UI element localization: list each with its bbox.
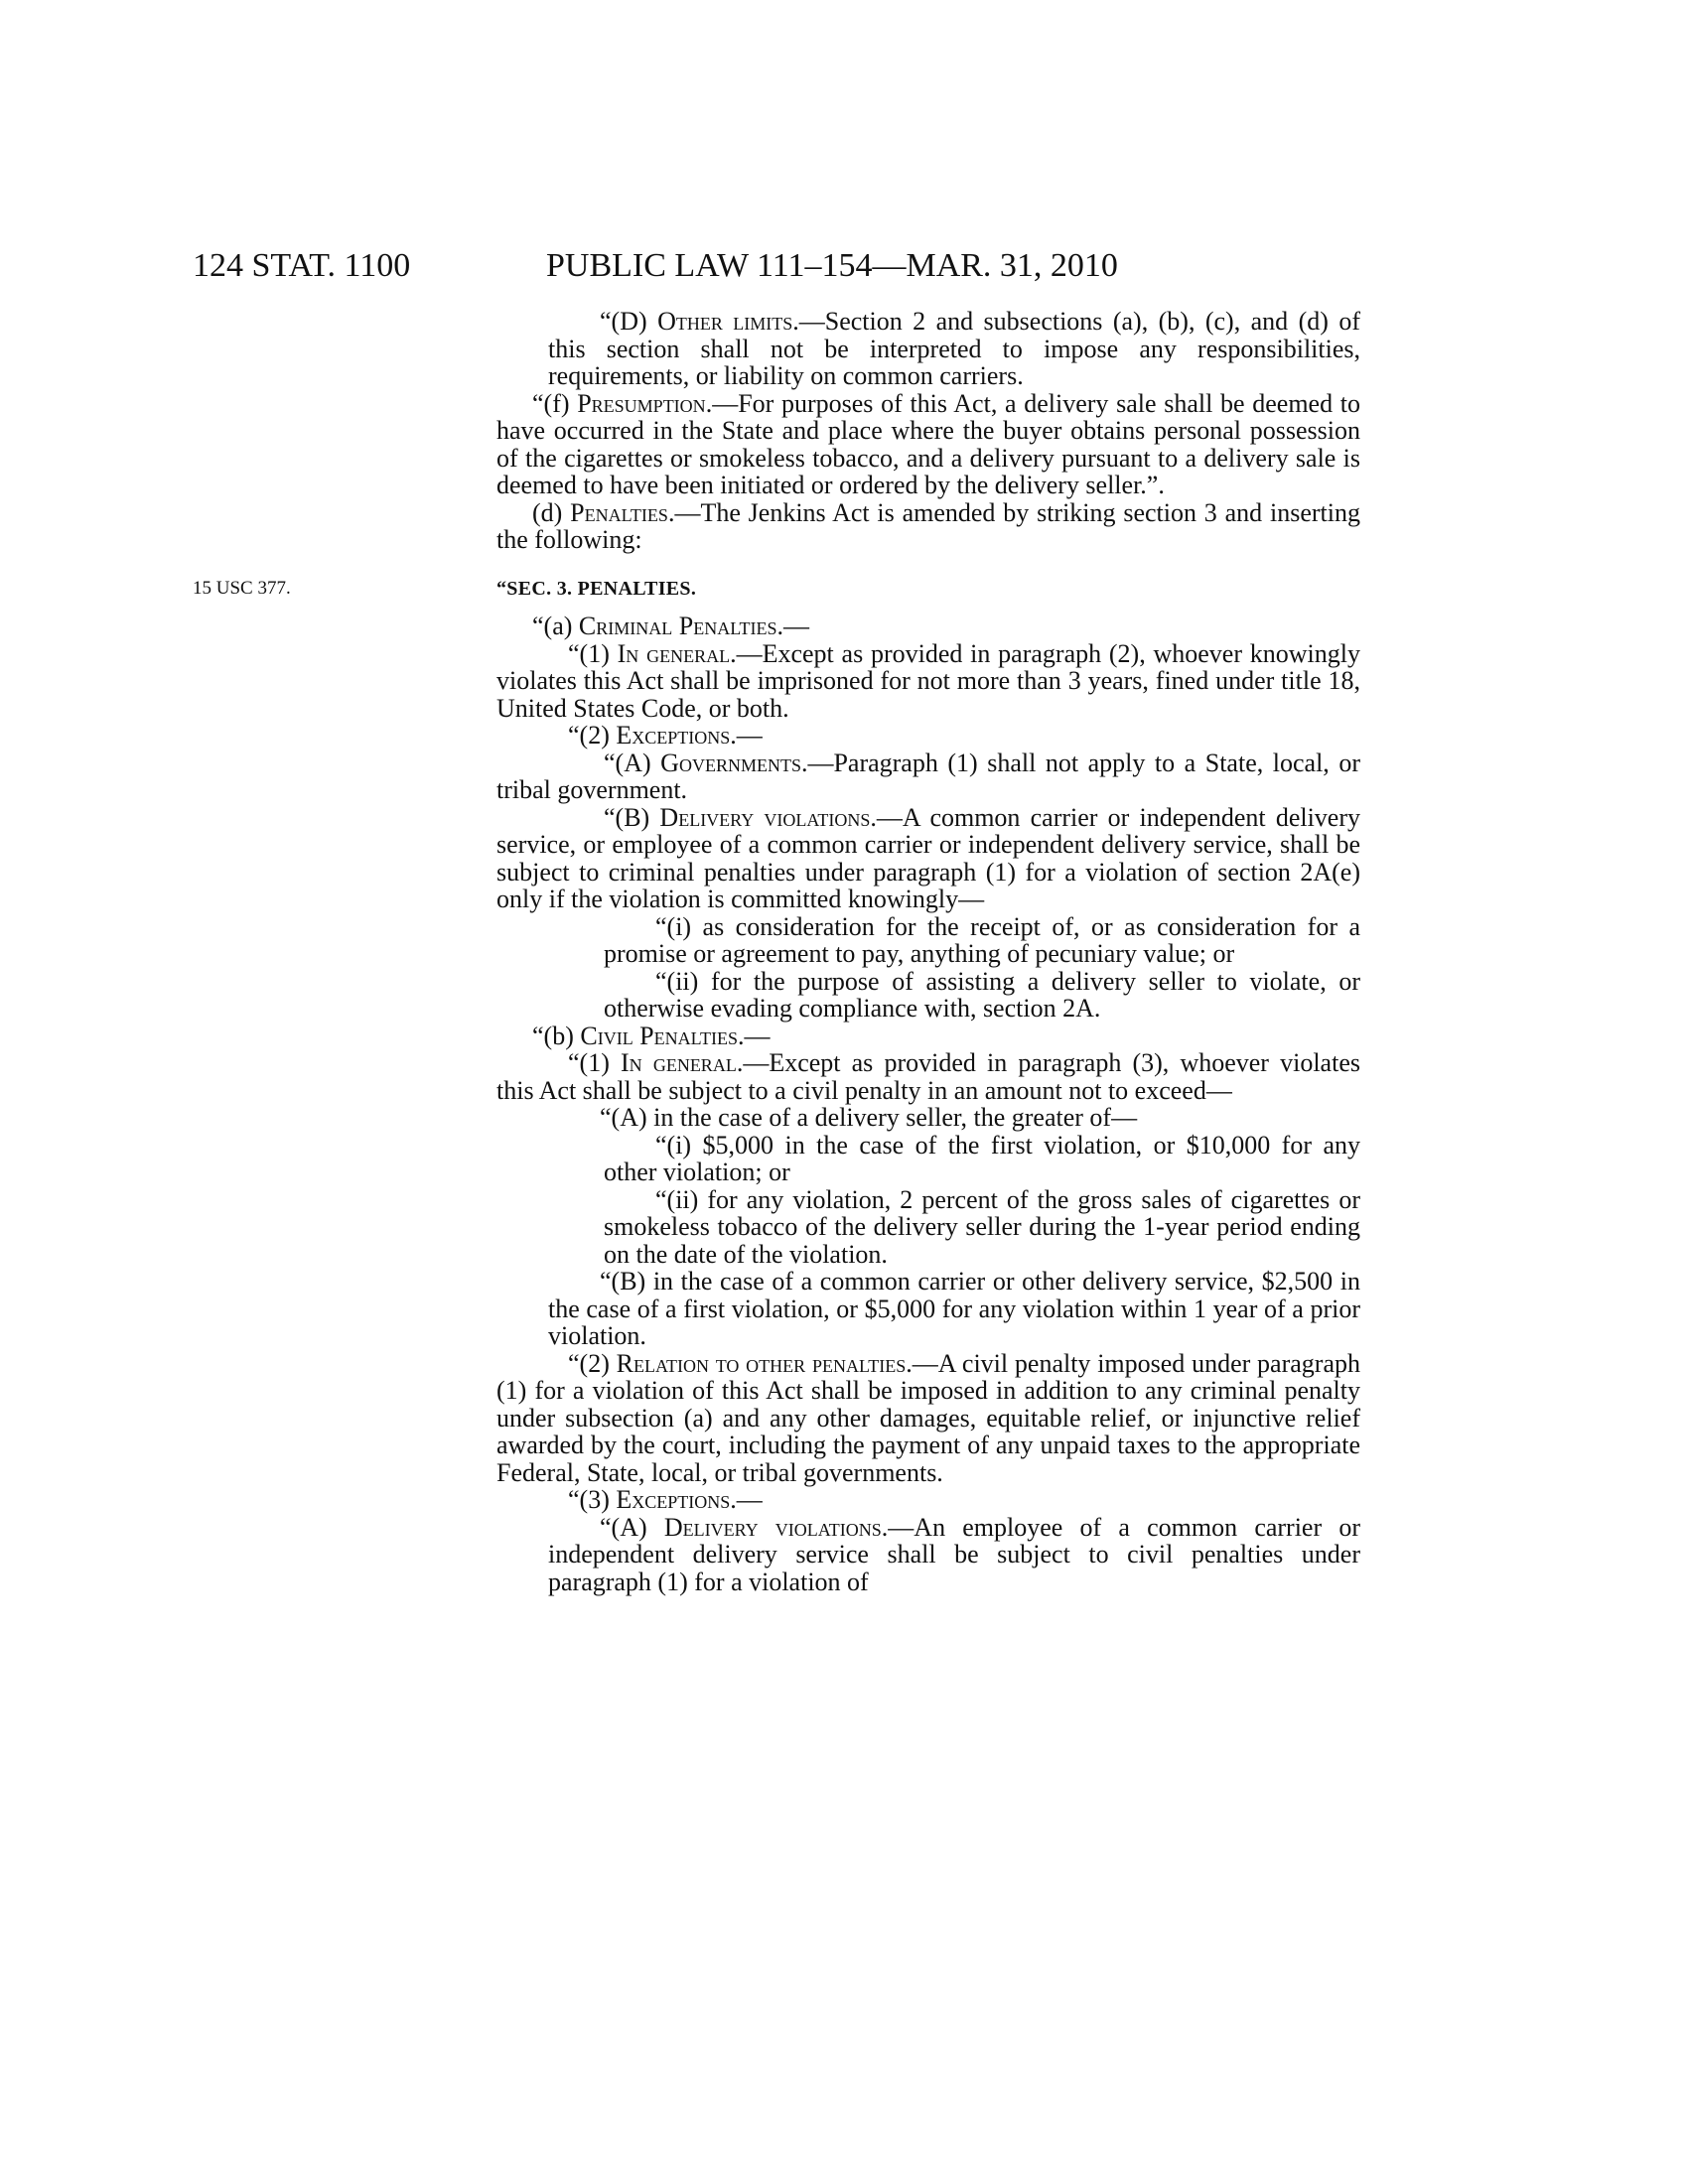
para-text: .—The Jenkins Act is amended by striking section 3 and inserting the following: bbox=[496, 497, 1360, 554]
para-label: “(b) bbox=[532, 1021, 581, 1050]
para-heading: Civil Penalties bbox=[580, 1021, 738, 1050]
para-label: “(f) bbox=[532, 388, 578, 418]
para-label: (d) bbox=[532, 497, 571, 527]
para-text: .—Except as provided in paragraph (3), whoever violates this Act shall be subject to a civil penalty in an amount not to exceed— bbox=[496, 1048, 1360, 1105]
para-heading: Relation to other penalties bbox=[616, 1348, 907, 1378]
para-label: “(A) bbox=[600, 1512, 664, 1542]
page-header bbox=[0, 246, 1688, 286]
para-text: .—A civil penalty imposed under paragraph (1) for a violation of this Act shall be imposed in addition to any criminal penalty under subsection (a) and any other damages, equitable relief, or injunctive relief awarded by the court, including the payment of any unpaid taxes to the appropriate Federal, State, local, or tribal governments. bbox=[496, 1348, 1360, 1487]
para-text: for any violation, 2 percent of the gross sales of cigarettes or smokeless tobacco of the delivery seller during the 1-year period ending on the date of the violation. bbox=[604, 1184, 1360, 1269]
para-label: “(A) bbox=[604, 748, 661, 777]
para-text: $5,000 in the case of the first violation, or $10,000 for any other violation; or bbox=[604, 1130, 1360, 1186]
para-label: “(3) bbox=[568, 1485, 617, 1514]
para-text: .—Section 2 and subsections (a), (b), (c), and (d) of this section shall not be interpreted to impose any responsibilities, requirements, or liability on common carriers. bbox=[548, 307, 1360, 390]
statute-body bbox=[496, 308, 1360, 1595]
para-heading: Penalties bbox=[570, 497, 668, 527]
para-text: .— bbox=[737, 1021, 771, 1050]
para-b2-relation bbox=[496, 1350, 1360, 1487]
para-label: “(B) bbox=[604, 802, 660, 832]
para-text: in the case of a common carrier or other delivery service, $2,500 in the case of a first violation, or $5,000 for any violation within 1 year of a prior violation. bbox=[548, 1267, 1360, 1350]
para-label: “(a) bbox=[532, 612, 579, 640]
para-b1a-ii bbox=[496, 1186, 1360, 1269]
para-heading: Delivery violations bbox=[659, 802, 871, 832]
para-heading: Exceptions bbox=[616, 721, 731, 750]
para-text: .—Paragraph (1) shall not apply to a State, local, or tribal government. bbox=[496, 748, 1360, 804]
para-b3a-delivery-violations bbox=[496, 1514, 1360, 1596]
para-a2-exceptions bbox=[496, 722, 1360, 750]
para-heading: Presumption bbox=[577, 388, 706, 418]
para-b-civil-penalties bbox=[496, 1023, 1360, 1050]
para-label: “(A) bbox=[600, 1103, 654, 1132]
para-b1-in-general bbox=[496, 1049, 1360, 1104]
para-heading: Criminal Penalties bbox=[578, 612, 777, 640]
para-b1a-i bbox=[496, 1132, 1360, 1186]
para-heading: Exceptions bbox=[616, 1485, 731, 1514]
para-a-criminal-penalties bbox=[496, 613, 1360, 640]
para-label: “(2) bbox=[568, 1348, 617, 1378]
para-heading: Delivery violations bbox=[663, 1512, 882, 1542]
para-a2a-governments bbox=[496, 750, 1360, 804]
para-a2b-i bbox=[496, 913, 1360, 968]
section-heading: “SEC. 3. PENALTIES. bbox=[496, 577, 697, 600]
para-text: .— bbox=[730, 721, 763, 750]
para-heading: Other limits bbox=[657, 307, 793, 336]
para-a1-in-general bbox=[496, 640, 1360, 723]
para-text: as consideration for the receipt of, or as consideration for a promise or agreement to pay, anything of pecuniary value; or bbox=[604, 911, 1360, 968]
para-text: in the case of a delivery seller, the greater of— bbox=[653, 1103, 1138, 1132]
para-b3-exceptions bbox=[496, 1486, 1360, 1514]
para-label: “(2) bbox=[568, 721, 617, 750]
para-label: “(1) bbox=[568, 638, 618, 668]
para-text: .—An employee of a common carrier or independent delivery service shall be subject to civil penalties under paragraph (1) for a violation of bbox=[548, 1512, 1360, 1596]
para-text: .—A common carrier or independent delivery service, or employee of a common carrier or independent delivery service, shall be subject to criminal penalties under paragraph (1) for a violation of section 2A(e) only if the violation is committed knowingly— bbox=[496, 802, 1360, 913]
para-label: “(1) bbox=[568, 1048, 622, 1077]
para-text: .—For purposes of this Act, a delivery sale shall be deemed to have occurred in the State and place where the buyer obtains personal possession of the cigarettes or smokeless tobacco, and a delivery pursuant to a delivery sale is deemed to have been initiated or ordered by the delivery seller.”. bbox=[496, 388, 1360, 499]
para-b1b bbox=[496, 1268, 1360, 1350]
para-text: .— bbox=[730, 1485, 763, 1514]
para-a2b-delivery-violations bbox=[496, 804, 1360, 913]
statute-page-reference: 124 STAT. 1100 bbox=[193, 247, 411, 284]
para-text: .— bbox=[776, 612, 810, 640]
para-label: “(ii) bbox=[655, 966, 711, 996]
para-heading: In general bbox=[617, 638, 731, 668]
para-a2b-ii bbox=[496, 968, 1360, 1023]
para-d-other-limits bbox=[496, 308, 1360, 390]
para-text: .—Except as provided in paragraph (2), whoever knowingly violates this Act shall be imprisoned for not more than 3 years, fined under title 18, United States Code, or both. bbox=[496, 638, 1361, 723]
para-heading: Governments bbox=[660, 748, 801, 777]
public-law-title: PUBLIC LAW 111–154—MAR. 31, 2010 bbox=[546, 247, 1118, 284]
margin-citation: 15 USC 377. bbox=[193, 578, 291, 599]
para-text: for the purpose of assisting a delivery seller to violate, or otherwise evading compliance with, section 2A. bbox=[604, 966, 1360, 1023]
para-label: “(i) bbox=[655, 1130, 703, 1160]
para-label: “(i) bbox=[655, 911, 703, 941]
para-heading: In general bbox=[621, 1048, 737, 1077]
para-d-penalties bbox=[496, 499, 1360, 554]
para-label: “(D) bbox=[600, 307, 658, 336]
para-label: “(B) bbox=[600, 1267, 653, 1296]
para-label: “(ii) bbox=[655, 1184, 708, 1214]
para-b1a bbox=[496, 1104, 1360, 1132]
para-f-presumption bbox=[496, 390, 1360, 499]
